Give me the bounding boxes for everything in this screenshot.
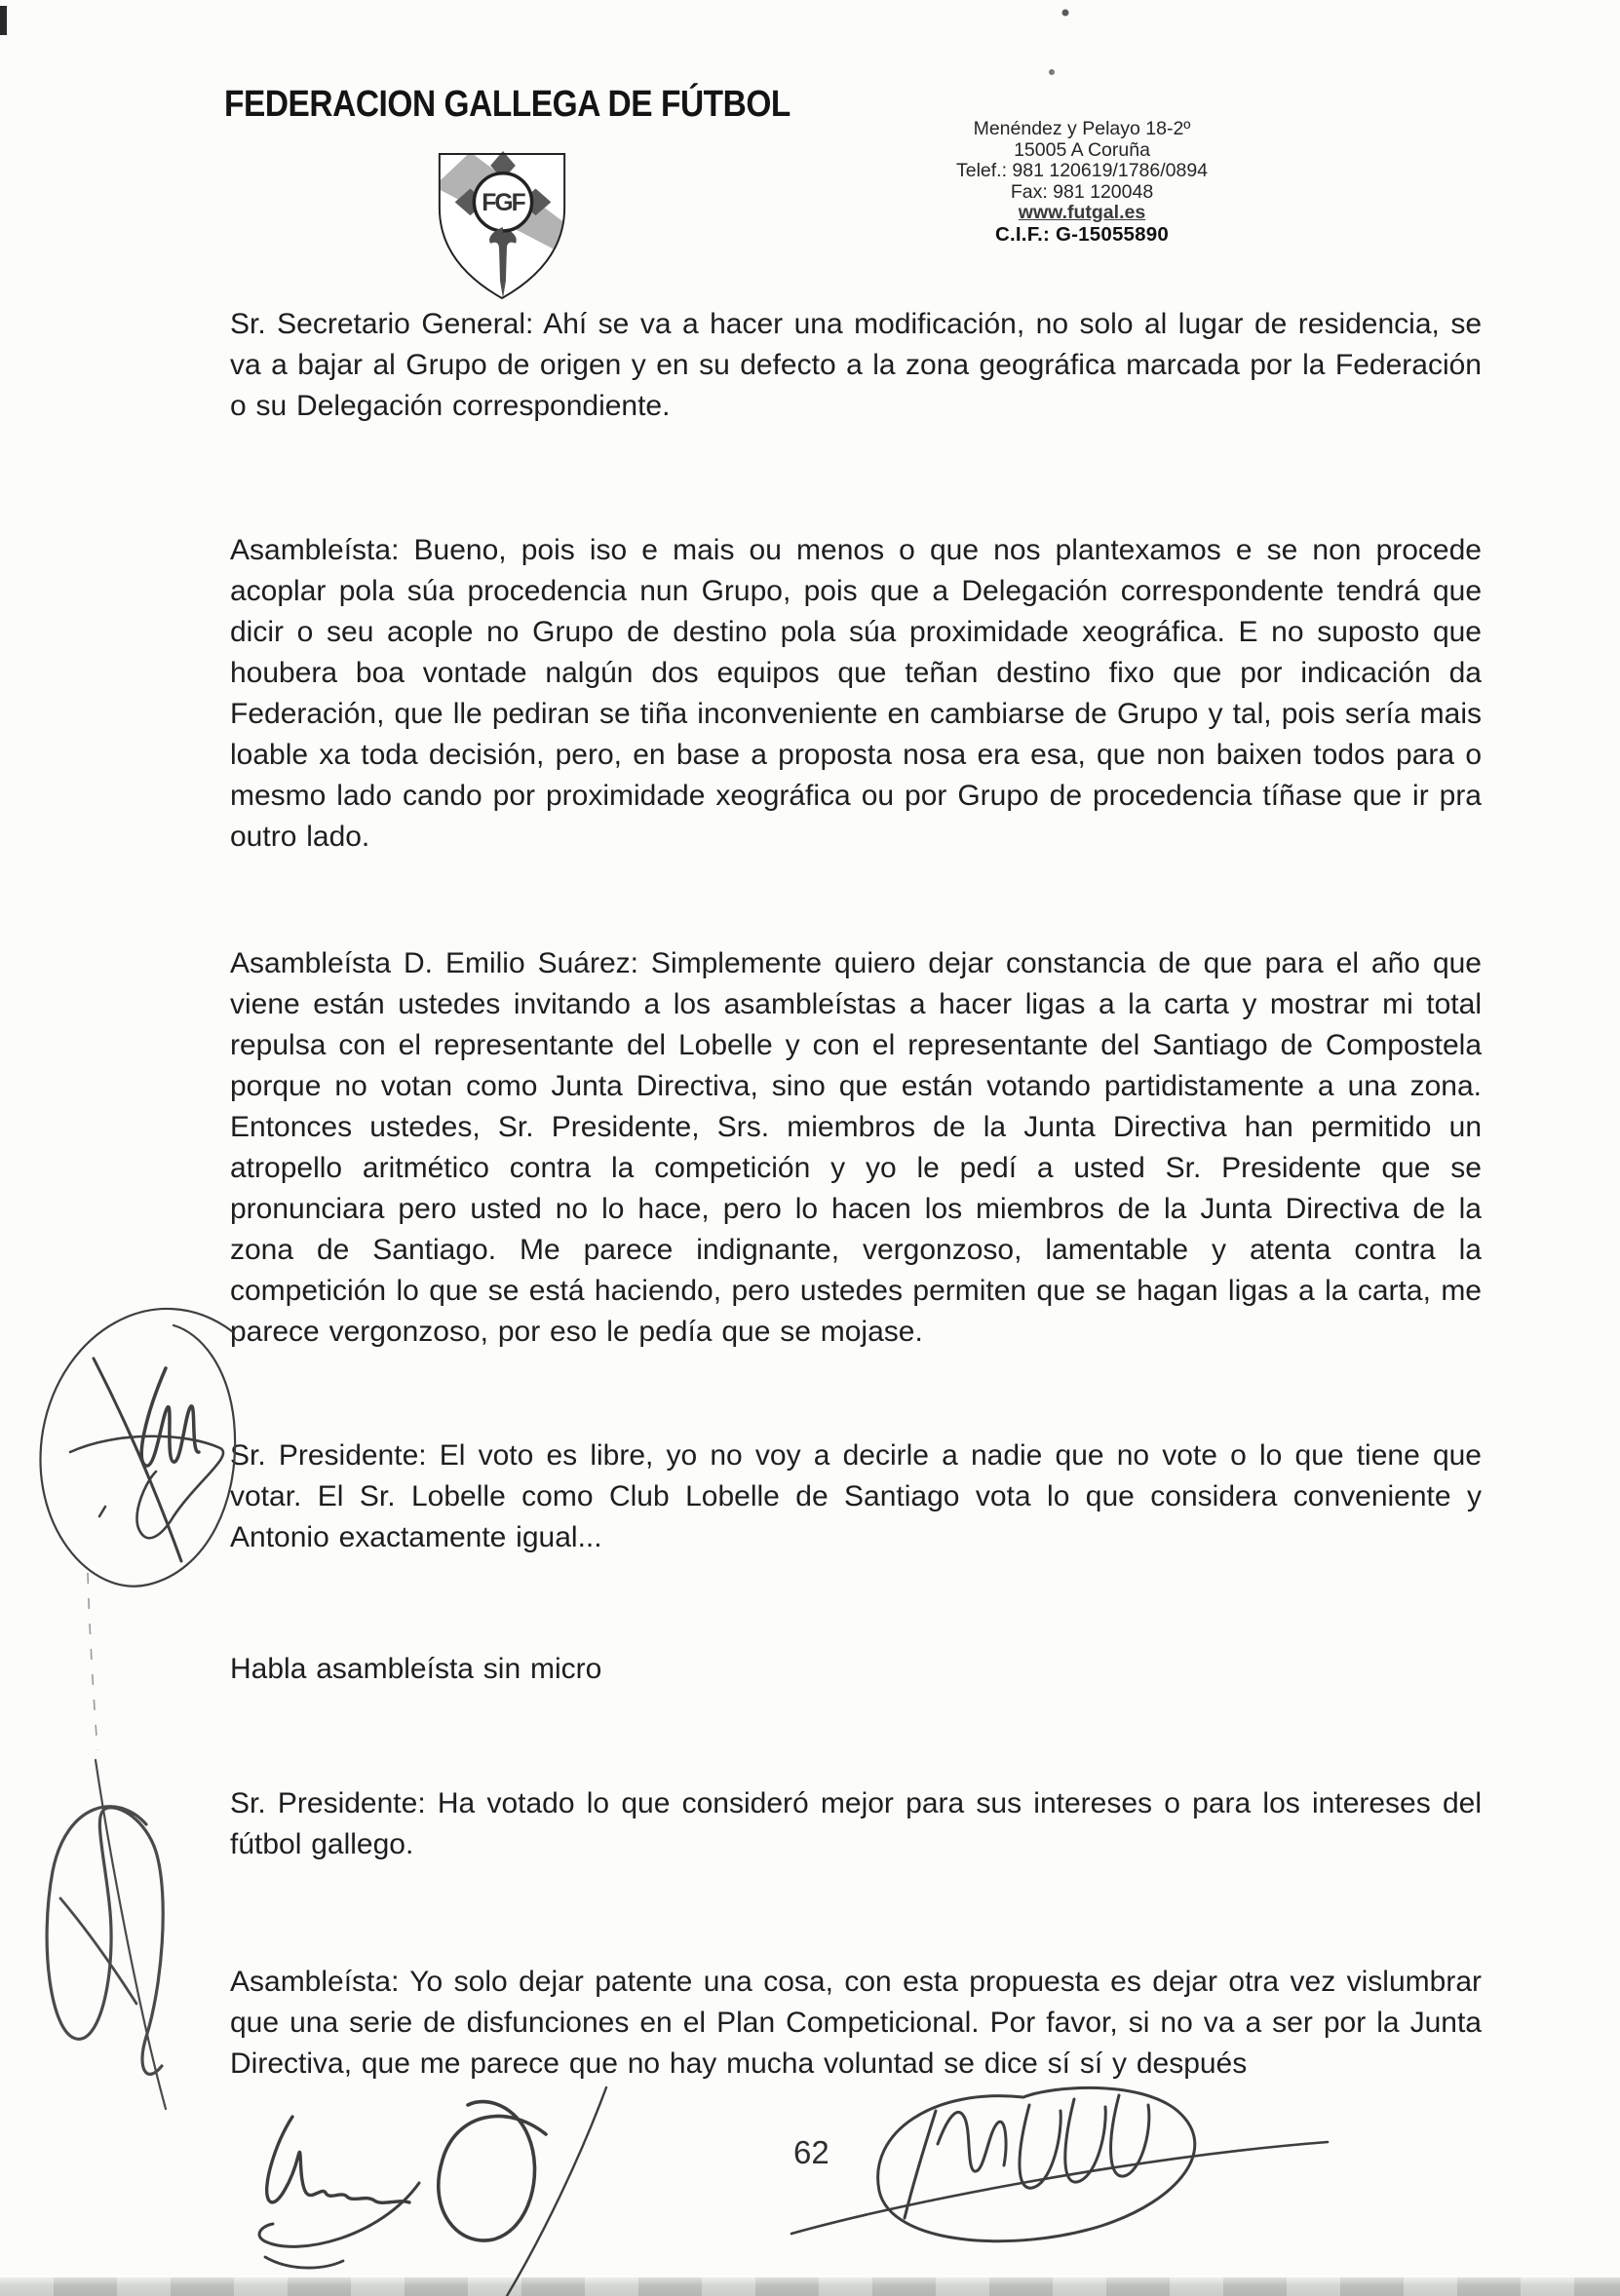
footer-signature-loop xyxy=(439,2087,606,2296)
margin-loop-signature xyxy=(47,1760,166,2109)
paragraph-presidente-ha-votado: Sr. Presidente: Ha votado lo que consideró mejor para sus intereses o para los intereses del fútbol gallego. xyxy=(230,1787,1482,1860)
scan-speck-top-right-1 xyxy=(1062,10,1069,17)
shield-crest-icon xyxy=(430,146,574,304)
paragraph-habla-sin-micro: Habla asambleísta sin micro xyxy=(230,1653,602,1685)
margin-pen-line xyxy=(88,1573,97,1750)
organization-title: FEDERACION GALLEGA DE FÚTBOL xyxy=(224,84,791,125)
federation-crest-logo xyxy=(430,146,574,304)
page-number: 62 xyxy=(793,2134,829,2170)
scan-mark-top-left xyxy=(0,6,7,35)
paragraph-asambleista-2: Asambleísta: Yo solo dejar patente una cosa, con esta propuesta es dejar otra vez vislumbrar que una serie de disfunciones en el Plan Competicional. Por favor, si no va a ser por la Junta Directiva, que me parece que no hay mucha voluntad se dice sí sí y después xyxy=(230,1966,1482,2080)
website-link: www.futgal.es xyxy=(1018,202,1146,223)
footer-signature-right xyxy=(791,2087,1328,2240)
paragraph-secretario-general: Sr. Secretario General: Ahí se va a hacer una modificación, no solo al lugar de residencia, se va a bajar al Grupo de origen y en su defecto a la zona geográfica marcada por la Federación o su Delegación correspondiente. xyxy=(230,308,1482,422)
address-line-1: Menéndez y Pelayo 18-2º xyxy=(973,118,1191,139)
margin-circled-signature xyxy=(41,1309,236,1587)
logo-monogram: FGF xyxy=(482,190,524,217)
paragraph-asambleista-1: Asambleísta: Bueno, pois iso e mais ou menos o que nos plantexamos e se non procede acoplar pola súa procedencia nun Grupo, pois que a Delegación correspondente tendrá que dicir o seu acople no Grupo de destino pola súa proximidade xeográfica. E no suposto que houbera boa vontade nalgún dos equipos que teñan destino fixo que por indicación da Federación, que lle pediran se tiña inconveniente en cambiarse de Grupo y tal, pois sería mais loable xa toda decisión, pero, en base a proposta nosa era esa, que non baixen todos para o mesmo lado cando por proximidade xeográfica ou por Grupo de procedencia tíñase que ir pra outro lado. xyxy=(230,534,1482,853)
scan-speck-top-right-2 xyxy=(1049,69,1055,75)
address-line-2: 15005 A Coruña xyxy=(1014,138,1150,161)
fax-line: Fax: 981 120048 xyxy=(1010,180,1154,203)
footer-signature-left xyxy=(259,2117,419,2268)
letterhead-contact-block xyxy=(928,119,1236,245)
phone-line: Telef.: 981 120619/1786/0894 xyxy=(955,160,1209,181)
scan-edge-band xyxy=(0,2277,1620,2296)
cif-line: C.I.F.: G-15055890 xyxy=(995,222,1169,246)
paragraph-presidente-voto-libre: Sr. Presidente: El voto es libre, yo no voy a decirle a nadie que no vote o lo que tiene que votar. El Sr. Lobelle como Club Lobelle de Santiago vota lo que considera conveniente y Antonio exactamente igual... xyxy=(230,1439,1482,1553)
paragraph-asambleista-emilio-suarez: Asambleísta D. Emilio Suárez: Simplemente quiero dejar constancia de que para el año que viene están ustedes invitando a los asambleístas a hacer ligas a la carta y mostrar mi total repulsa con el representante del Lobelle y con el representante del Santiago de Compostela porque no votan como Junta Directiva, sino que están votando partidistamente a una zona. Entonces ustedes, Sr. Presidente, Srs. miembros de la Junta Directiva han permitido un atropello aritmético contra la competición y yo le pedí a usted Sr. Presidente que se pronunciara pero usted no lo hace, pero lo hacen los miembros de la Junta Directiva de la zona de Santiago. Me parece indignante, vergonzoso, lamentable y atenta contra la competición lo que se está haciendo, pero ustedes permiten que se hagan ligas a la carta, me parece vergonzoso, por eso le pedía que se mojase. xyxy=(230,947,1482,1348)
